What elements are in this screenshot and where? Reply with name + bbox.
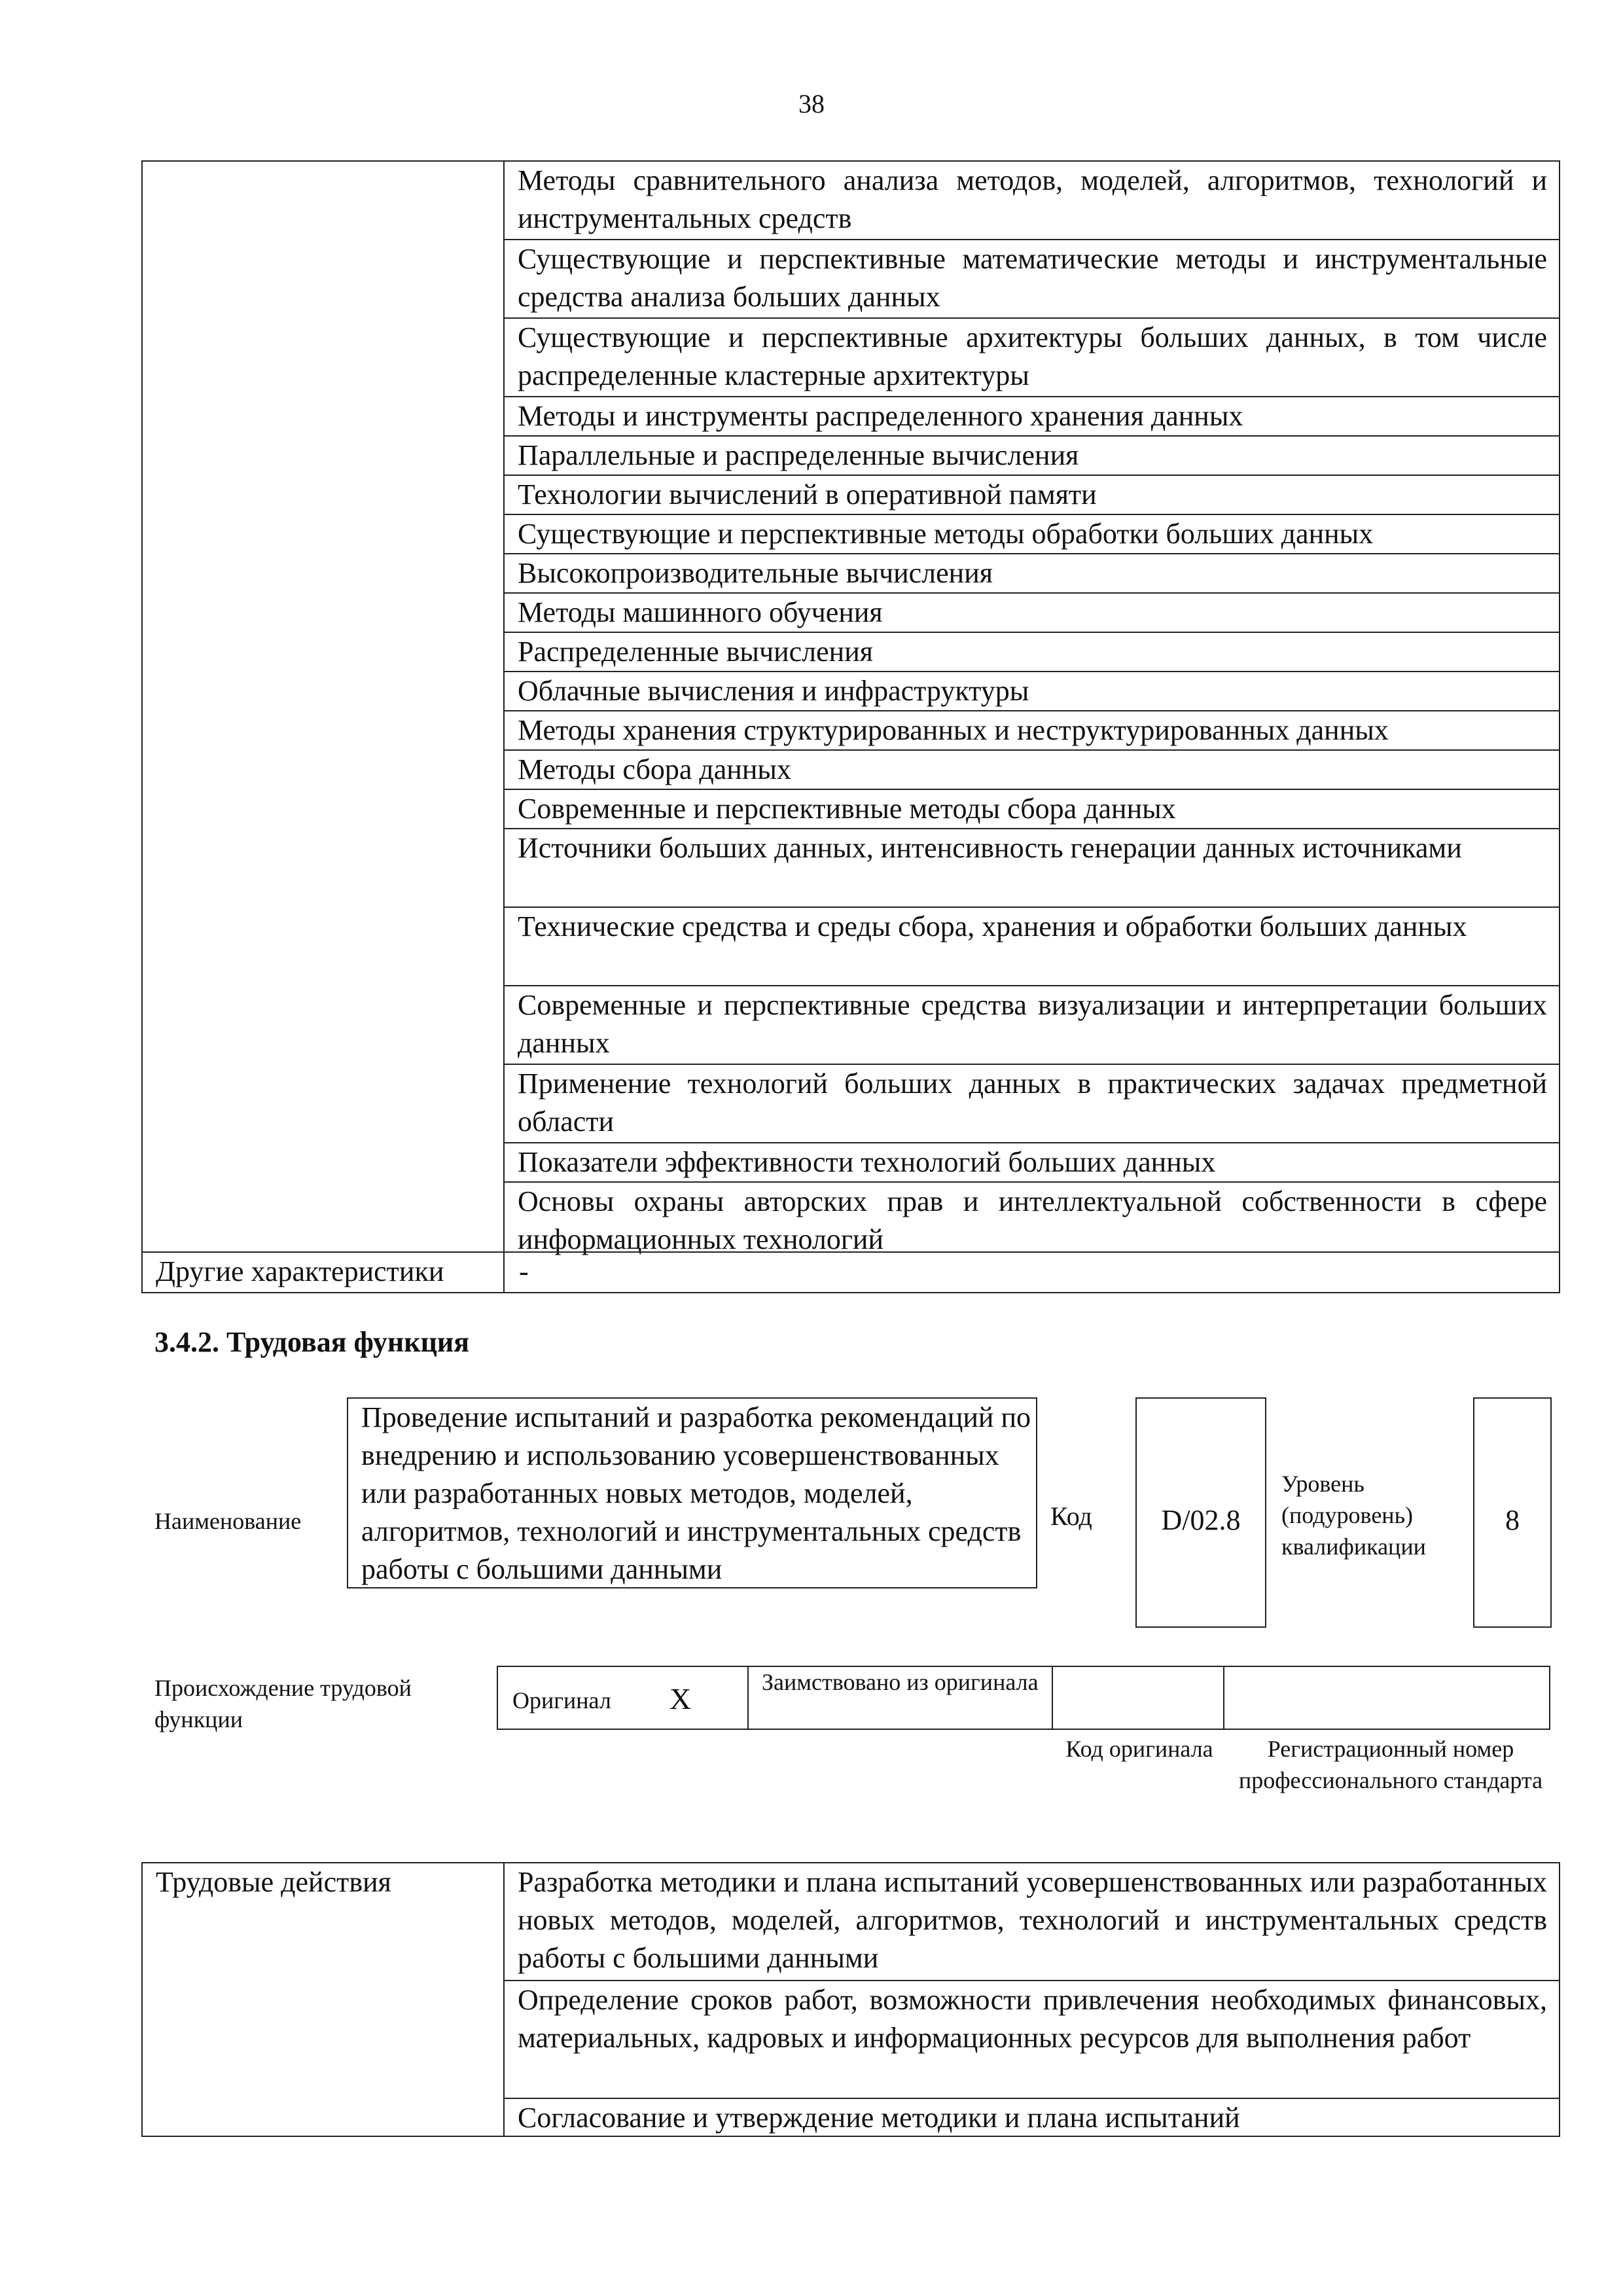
code-label: Код [1050,1501,1092,1531]
borrowed-label: Заимствовано из оригинала [749,1667,1053,1729]
origin-table [497,1666,1550,1730]
other-characteristics-row [141,1251,1560,1293]
knowledge-table [141,160,1560,1293]
labor-actions-table [141,1862,1560,2137]
labor-action-item: Согласование и утверждение методики и плана испытаний [518,2102,1240,2134]
knowledge-item: Параллельные и распределенные вычисления [505,437,1560,476]
other-characteristics-label: Другие характеристики [143,1253,505,1292]
knowledge-item: Источники больших данных, интенсивность генерации данных источниками [505,829,1560,908]
knowledge-item: Основы охраны авторских прав и интеллектуальной собственности в сфере информационных технологий [518,1185,1547,1255]
code-box: D/02.8 [1135,1397,1266,1628]
knowledge-item: Технологии вычислений в оперативной памяти [505,476,1560,515]
knowledge-item: Существующие и перспективные методы обработки больших данных [505,515,1560,554]
reg-number-label: Регистрационный номер профессионального стандарта [1238,1736,1543,1793]
origin-label: Происхождение трудовой функции [154,1675,412,1732]
section-title: 3.4.2. Трудовая функция [154,1326,470,1358]
function-name-box: Проведение испытаний и разработка рекомендаций по внедрению и использованию усовершенствованных или разработанных новых методов, моделей, алгоритмов, технологий и инструментальных средств работы с большими данными [347,1397,1037,1588]
knowledge-item: Применение технологий больших данных в практических задачах предметной области [505,1065,1560,1143]
qualification-level-label: Уровень (подуровень) квалификации [1281,1471,1426,1560]
labor-actions-label: Трудовые действия [156,1866,391,1898]
qualification-level-box: 8 [1473,1397,1552,1628]
code-original-cell [1053,1667,1224,1729]
code-original-label: Код оригинала [1065,1736,1213,1762]
other-characteristics-value: - [519,1255,529,1287]
reg-number-cell [1224,1667,1549,1729]
labor-action-item: Разработка методики и плана испытаний усовершенствованных или разработанных новых методов, моделей, алгоритмов, технологий и инструментальных средств работы с большими данными [505,1863,1560,1981]
knowledge-item: Существующие и перспективные архитектуры больших данных, в том числе распределенные кластерные архитектуры [505,319,1560,397]
knowledge-item: Методы сравнительного анализа методов, моделей, алгоритмов, технологий и инструментальных средств [505,162,1560,240]
knowledge-item: Современные и перспективные методы сбора данных [505,790,1560,829]
knowledge-item: Современные и перспективные средства визуализации и интерпретации больших данных [505,986,1560,1065]
page-number: 38 [798,89,825,118]
original-mark: X [669,1682,692,1715]
labor-action-item: Определение сроков работ, возможности привлечения необходимых финансовых, материальных, кадровых и информационных ресурсов для выполнения работ [505,1981,1560,2099]
knowledge-item: Методы машинного обучения [505,594,1560,633]
knowledge-item: Методы хранения структурированных и неструктурированных данных [505,711,1560,751]
original-label: Оригинал [512,1687,611,1713]
knowledge-item: Методы сбора данных [505,751,1560,790]
origin-original-cell [498,1667,749,1729]
knowledge-item: Облачные вычисления и инфраструктуры [505,672,1560,711]
knowledge-item: Технические средства и среды сбора, хранения и обработки больших данных [505,908,1560,986]
name-label: Наименование [154,1508,302,1534]
knowledge-rows [141,160,1560,1255]
knowledge-item: Показатели эффективности технологий больших данных [505,1143,1560,1183]
knowledge-item: Существующие и перспективные математические методы и инструментальные средства анализа больших данных [505,240,1560,319]
knowledge-item: Методы и инструменты распределенного хранения данных [505,397,1560,437]
knowledge-item: Распределенные вычисления [505,633,1560,672]
knowledge-item: Высокопроизводительные вычисления [505,554,1560,594]
